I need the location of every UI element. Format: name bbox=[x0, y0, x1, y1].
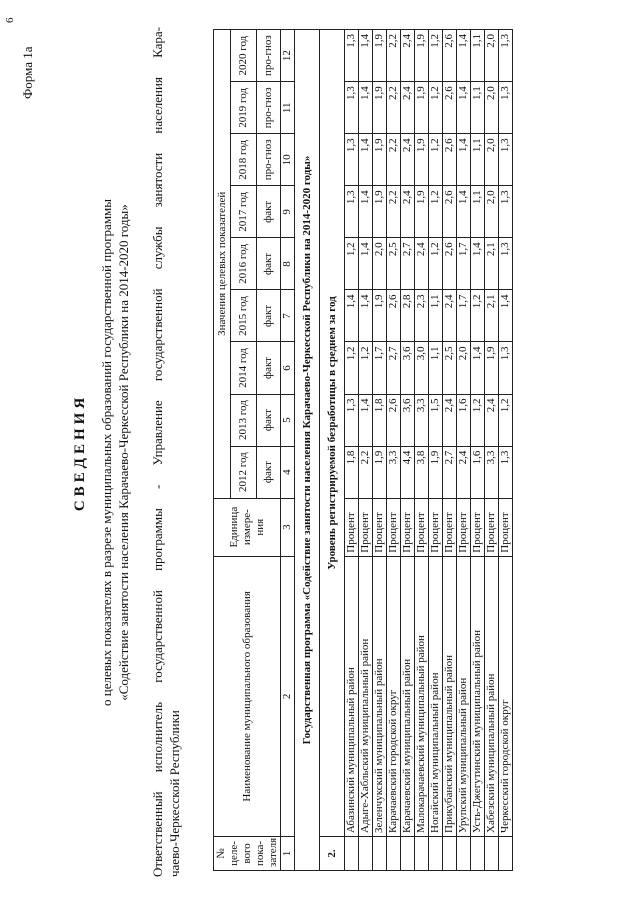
municipality-name: Прикубанский муниципальный район bbox=[443, 556, 457, 836]
value-cell: 1,3 bbox=[499, 30, 513, 82]
value-cell: 1,4 bbox=[359, 82, 373, 134]
header-year: 2019 год bbox=[231, 82, 257, 134]
value-cell: 1,6 bbox=[457, 394, 471, 446]
value-cell: 1,4 bbox=[359, 186, 373, 238]
value-cell: 2,7 bbox=[443, 446, 457, 498]
column-number: 8 bbox=[281, 238, 295, 290]
header-year: 2014 год bbox=[231, 342, 257, 394]
row-indicator-number bbox=[457, 836, 471, 870]
column-number: 1 bbox=[281, 836, 295, 870]
column-number: 5 bbox=[281, 394, 295, 446]
table-row bbox=[457, 30, 471, 871]
value-cell: 1,2 bbox=[429, 134, 443, 186]
row-indicator-number bbox=[401, 836, 415, 870]
row-indicator-number bbox=[415, 836, 429, 870]
value-cell: 2,7 bbox=[401, 238, 415, 290]
header-value-type: факт bbox=[257, 446, 281, 498]
value-cell: 2,4 bbox=[443, 290, 457, 342]
header-unit: Единица измере-ния bbox=[214, 498, 281, 556]
unit-cell: Процент bbox=[415, 498, 429, 556]
value-cell: 2,2 bbox=[359, 446, 373, 498]
value-cell: 2,4 bbox=[401, 186, 415, 238]
value-cell: 1,9 bbox=[415, 134, 429, 186]
header-indicator-values: Значения целевых показателей bbox=[214, 30, 231, 499]
column-number: 2 bbox=[281, 556, 295, 836]
value-cell: 1,2 bbox=[471, 394, 485, 446]
value-cell: 2,0 bbox=[373, 238, 387, 290]
value-cell: 3,3 bbox=[485, 446, 499, 498]
value-cell: 4,4 bbox=[401, 446, 415, 498]
table-row bbox=[471, 30, 485, 871]
value-cell: 2,3 bbox=[415, 290, 429, 342]
section-number: 2. bbox=[320, 836, 345, 870]
value-cell: 2,1 bbox=[485, 290, 499, 342]
value-cell: 1,3 bbox=[345, 186, 359, 238]
value-cell: 1,4 bbox=[345, 290, 359, 342]
value-cell: 3,6 bbox=[401, 394, 415, 446]
table-row bbox=[401, 30, 415, 871]
value-cell: 2,6 bbox=[443, 82, 457, 134]
value-cell: 2,6 bbox=[443, 238, 457, 290]
value-cell: 1,5 bbox=[429, 394, 443, 446]
responsible-executor-line1: Ответственный исполнитель государственной программы - Управление государственной службы занятости населения Кара- bbox=[150, 27, 165, 877]
column-number: 10 bbox=[281, 134, 295, 186]
row-indicator-number bbox=[499, 836, 513, 870]
unit-cell: Процент bbox=[499, 498, 513, 556]
value-cell: 1,4 bbox=[359, 134, 373, 186]
header-year: 2016 год bbox=[231, 238, 257, 290]
value-cell: 2,6 bbox=[387, 394, 401, 446]
value-cell: 2,8 bbox=[401, 290, 415, 342]
value-cell: 2,4 bbox=[401, 30, 415, 82]
value-cell: 1,7 bbox=[457, 238, 471, 290]
unit-cell: Процент bbox=[471, 498, 485, 556]
value-cell: 1,6 bbox=[471, 446, 485, 498]
unit-cell: Процент bbox=[401, 498, 415, 556]
value-cell: 2,6 bbox=[387, 290, 401, 342]
value-cell: 1,2 bbox=[429, 238, 443, 290]
table-row bbox=[345, 30, 359, 871]
value-cell: 1,3 bbox=[499, 446, 513, 498]
municipality-name: Абазинский муниципальный район bbox=[345, 556, 359, 836]
value-cell: 1,9 bbox=[373, 186, 387, 238]
value-cell: 2,6 bbox=[443, 30, 457, 82]
municipality-name: Карачаевский муниципальный район bbox=[401, 556, 415, 836]
header-value-type: факт bbox=[257, 238, 281, 290]
header-value-type: про-гноз bbox=[257, 30, 281, 82]
value-cell: 1,8 bbox=[373, 394, 387, 446]
value-cell: 1,4 bbox=[499, 290, 513, 342]
municipality-name: Хабезский муниципальный район bbox=[485, 556, 499, 836]
table-row bbox=[485, 30, 499, 871]
value-cell: 1,2 bbox=[429, 186, 443, 238]
column-number: 7 bbox=[281, 290, 295, 342]
column-number: 3 bbox=[281, 498, 295, 556]
value-cell: 1,4 bbox=[457, 186, 471, 238]
table-row bbox=[387, 30, 401, 871]
header-value-type: факт bbox=[257, 394, 281, 446]
row-indicator-number bbox=[345, 836, 359, 870]
value-cell: 2,4 bbox=[485, 394, 499, 446]
value-cell: 1,2 bbox=[499, 394, 513, 446]
value-cell: 2,0 bbox=[485, 82, 499, 134]
value-cell: 3,0 bbox=[415, 342, 429, 394]
value-cell: 2,1 bbox=[485, 238, 499, 290]
header-value-type: про-гноз bbox=[257, 82, 281, 134]
column-number: 12 bbox=[281, 30, 295, 82]
header-indicator-number: № целе-вого пока-зателя bbox=[214, 836, 281, 870]
municipality-name: Усть-Джегутинский муниципальный район bbox=[471, 556, 485, 836]
value-cell: 1,7 bbox=[373, 342, 387, 394]
header-year: 2013 год bbox=[231, 394, 257, 446]
value-cell: 2,2 bbox=[387, 30, 401, 82]
value-cell: 2,6 bbox=[443, 134, 457, 186]
row-indicator-number bbox=[443, 836, 457, 870]
value-cell: 3,6 bbox=[401, 342, 415, 394]
row-indicator-number bbox=[471, 836, 485, 870]
header-municipality-name: Наименование муниципального образования bbox=[214, 556, 281, 836]
header-value-type: про-гноз bbox=[257, 134, 281, 186]
value-cell: 2,0 bbox=[485, 30, 499, 82]
value-cell: 2,5 bbox=[387, 238, 401, 290]
value-cell: 2,6 bbox=[443, 186, 457, 238]
value-cell: 1,9 bbox=[485, 342, 499, 394]
program-title-row: Государственная программа «Содействие занятости населения Карачаево-Черкесской Республики на 2014-2020 годы» bbox=[295, 30, 320, 871]
municipality-name: Карачаевский городской округ bbox=[387, 556, 401, 836]
header-value-type: факт bbox=[257, 342, 281, 394]
unit-cell: Процент bbox=[443, 498, 457, 556]
value-cell: 2,4 bbox=[415, 238, 429, 290]
value-cell: 1,8 bbox=[345, 446, 359, 498]
row-indicator-number bbox=[429, 836, 443, 870]
value-cell: 2,4 bbox=[443, 394, 457, 446]
value-cell: 1,7 bbox=[457, 290, 471, 342]
column-number: 9 bbox=[281, 186, 295, 238]
table-row bbox=[359, 30, 373, 871]
header-year: 2020 год bbox=[231, 30, 257, 82]
section-title: Уровень регистрируемой безработицы в среднем за год bbox=[320, 30, 345, 837]
value-cell: 1,3 bbox=[499, 342, 513, 394]
document-title: СВЕДЕНИЯ bbox=[72, 393, 88, 512]
value-cell: 2,0 bbox=[485, 134, 499, 186]
unit-cell: Процент bbox=[373, 498, 387, 556]
page-number: 6 bbox=[4, 17, 16, 23]
header-value-type: факт bbox=[257, 186, 281, 238]
unit-cell: Процент bbox=[457, 498, 471, 556]
municipality-name: Черкесский городской округ bbox=[499, 556, 513, 836]
value-cell: 2,2 bbox=[387, 82, 401, 134]
header-value-type: факт bbox=[257, 290, 281, 342]
row-indicator-number bbox=[485, 836, 499, 870]
value-cell: 1,1 bbox=[471, 186, 485, 238]
header-year: 2018 год bbox=[231, 134, 257, 186]
unit-cell: Процент bbox=[359, 498, 373, 556]
value-cell: 1,9 bbox=[415, 82, 429, 134]
value-cell: 2,5 bbox=[443, 342, 457, 394]
value-cell: 1,2 bbox=[345, 342, 359, 394]
value-cell: 1,3 bbox=[345, 134, 359, 186]
value-cell: 2,4 bbox=[457, 446, 471, 498]
column-number: 4 bbox=[281, 446, 295, 498]
municipality-name: Урупский муниципальный район bbox=[457, 556, 471, 836]
row-indicator-number bbox=[359, 836, 373, 870]
municipality-name: Адыге-Хабльский муниципальный район bbox=[359, 556, 373, 836]
value-cell: 1,4 bbox=[359, 238, 373, 290]
table-row bbox=[443, 30, 457, 871]
table-row bbox=[429, 30, 443, 871]
value-cell: 1,4 bbox=[359, 394, 373, 446]
value-cell: 1,3 bbox=[499, 238, 513, 290]
value-cell: 2,7 bbox=[387, 342, 401, 394]
header-year: 2017 год bbox=[231, 186, 257, 238]
value-cell: 1,9 bbox=[373, 134, 387, 186]
value-cell: 1,4 bbox=[457, 30, 471, 82]
responsible-executor-line2: чаево-Черкесской Республики bbox=[167, 710, 182, 877]
value-cell: 2,0 bbox=[485, 186, 499, 238]
value-cell: 1,2 bbox=[429, 30, 443, 82]
target-indicators-table bbox=[213, 29, 513, 871]
form-label: Форма 1а bbox=[20, 46, 35, 99]
municipality-name: Зеленчукский муниципальный район bbox=[373, 556, 387, 836]
value-cell: 1,2 bbox=[471, 290, 485, 342]
column-number: 11 bbox=[281, 82, 295, 134]
table-row bbox=[373, 30, 387, 871]
value-cell: 1,3 bbox=[345, 30, 359, 82]
value-cell: 1,3 bbox=[345, 82, 359, 134]
value-cell: 1,4 bbox=[471, 342, 485, 394]
value-cell: 1,4 bbox=[359, 30, 373, 82]
value-cell: 1,3 bbox=[499, 186, 513, 238]
municipality-name: Ногайский муниципальный район bbox=[429, 556, 443, 836]
value-cell: 1,2 bbox=[345, 238, 359, 290]
unit-cell: Процент bbox=[345, 498, 359, 556]
municipality-name: Малокарачаевский муниципальный район bbox=[415, 556, 429, 836]
unit-cell: Процент bbox=[485, 498, 499, 556]
table-row bbox=[415, 30, 429, 871]
unit-cell: Процент bbox=[387, 498, 401, 556]
value-cell: 1,1 bbox=[471, 30, 485, 82]
value-cell: 1,1 bbox=[429, 290, 443, 342]
row-indicator-number bbox=[387, 836, 401, 870]
value-cell: 1,3 bbox=[345, 394, 359, 446]
value-cell: 1,2 bbox=[359, 342, 373, 394]
value-cell: 2,4 bbox=[401, 134, 415, 186]
value-cell: 1,9 bbox=[373, 30, 387, 82]
value-cell: 1,9 bbox=[373, 82, 387, 134]
value-cell: 1,9 bbox=[373, 290, 387, 342]
column-number: 6 bbox=[281, 342, 295, 394]
value-cell: 3,8 bbox=[415, 446, 429, 498]
value-cell: 1,4 bbox=[457, 82, 471, 134]
value-cell: 1,9 bbox=[415, 186, 429, 238]
header-year: 2012 год bbox=[231, 446, 257, 498]
row-indicator-number bbox=[373, 836, 387, 870]
value-cell: 1,1 bbox=[429, 342, 443, 394]
value-cell: 1,2 bbox=[429, 82, 443, 134]
document-subtitle-line1: о целевых показателях в разрезе муниципальных образований государственной программы bbox=[99, 198, 114, 707]
value-cell: 1,9 bbox=[415, 30, 429, 82]
header-year: 2015 год bbox=[231, 290, 257, 342]
value-cell: 1,9 bbox=[429, 446, 443, 498]
unit-cell: Процент bbox=[429, 498, 443, 556]
value-cell: 1,4 bbox=[457, 134, 471, 186]
value-cell: 1,4 bbox=[471, 238, 485, 290]
value-cell: 2,0 bbox=[457, 342, 471, 394]
value-cell: 3,3 bbox=[387, 446, 401, 498]
value-cell: 1,9 bbox=[373, 446, 387, 498]
value-cell: 1,3 bbox=[499, 82, 513, 134]
value-cell: 3,3 bbox=[415, 394, 429, 446]
value-cell: 1,3 bbox=[499, 134, 513, 186]
value-cell: 1,4 bbox=[359, 290, 373, 342]
value-cell: 2,2 bbox=[387, 134, 401, 186]
value-cell: 1,1 bbox=[471, 82, 485, 134]
table-row bbox=[499, 30, 513, 871]
value-cell: 2,4 bbox=[401, 82, 415, 134]
value-cell: 1,1 bbox=[471, 134, 485, 186]
document-subtitle-line2: «Содействие занятости населения Карачаево-Черкесской Республики на 2014-2020 годы» bbox=[116, 204, 131, 701]
value-cell: 2,2 bbox=[387, 186, 401, 238]
